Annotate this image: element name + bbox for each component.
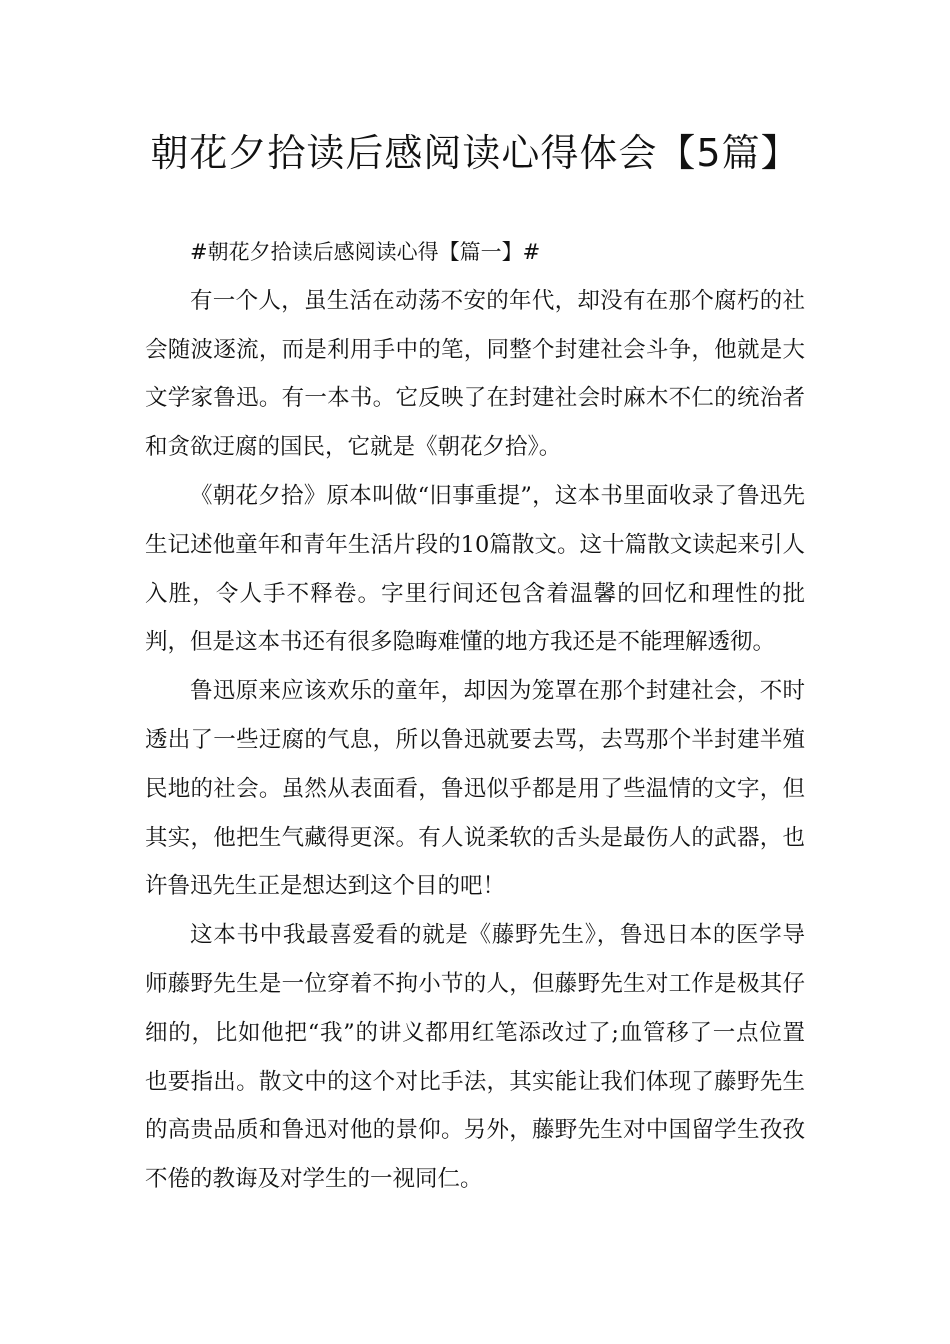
paragraph-4: 这本书中我最喜爱看的就是《藤野先生》，鲁迅日本的医学导师藤野先生是一位穿着不拘小节的人，但藤野先生对工作是极其仔细的，比如他把“我”的讲义都用红笔添改过了;血管移了一点位置也要指出。散文中的这个对比手法，其实能让我们体现了藤野先生的高贵品质和鲁迅对他的景仰。另外，藤野先生对中国留学生孜孜不倦的教诲及对学生的一视同仁。 [145, 922, 805, 1193]
document-body [145, 228, 805, 1204]
paragraph-3: 鲁迅原来应该欢乐的童年，却因为笼罩在那个封建社会，不时透出了一些迂腐的气息，所以鲁迅就要去骂，去骂那个半封建半殖民地的社会。虽然从表面看，鲁迅似乎都是用了些温情的文字，但其实，他把生气藏得更深。有人说柔软的舌头是最伤人的武器，也许鲁迅先生正是想达到这个目的吧！ [145, 678, 805, 900]
paragraph-2: 《朝花夕拾》原本叫做“旧事重提”，这本书里面收录了鲁迅先生记述他童年和青年生活片段的10篇散文。这十篇散文读起来引人入胜，令人手不释卷。字里行间还包含着温馨的回忆和理性的批判，但是这本书还有很多隐晦难懂的地方我还是不能理解透彻。 [145, 482, 805, 656]
paragraph-1: 有一个人，虽生活在动荡不安的年代，却没有在那个腐朽的社会随波逐流，而是利用手中的笔，同整个封建社会斗争，他就是大文学家鲁迅。有一本书。它反映了在封建社会时麻木不仁的统治者和贪欲迂腐的国民，它就是《朝花夕拾》。 [145, 287, 805, 461]
document-title: 朝花夕拾读后感阅读心得体会【5篇】 [150, 131, 800, 175]
section-heading: #朝花夕拾读后感阅读心得【篇一】# [190, 240, 541, 264]
